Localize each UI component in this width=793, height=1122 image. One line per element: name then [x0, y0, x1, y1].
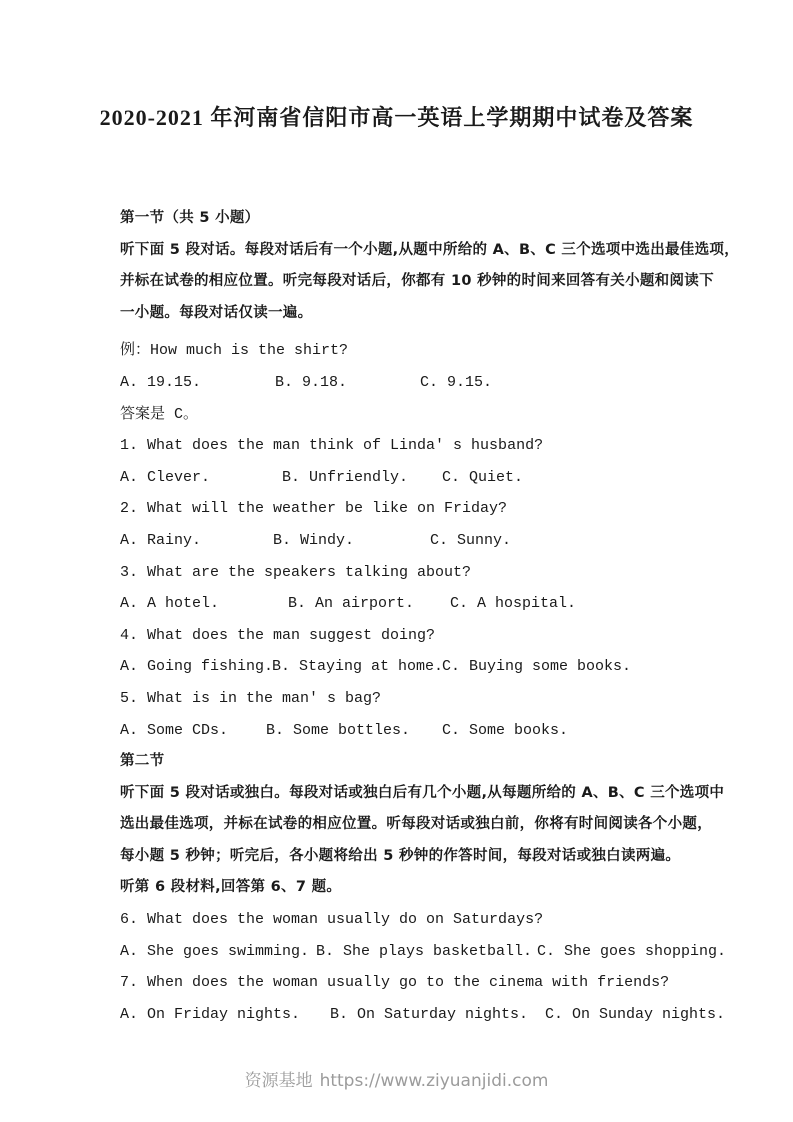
question-2-option-c: C. Sunny. — [430, 531, 512, 549]
question-6-option-b: B. She plays basketball. — [316, 942, 533, 960]
question-6-option-c: C. She goes shopping. — [537, 942, 727, 960]
example-option-c: C. 9.15. — [420, 373, 493, 391]
question-7-option-c: C. On Sunday nights. — [545, 1005, 726, 1023]
example-option-a: A. 19.15. — [120, 373, 202, 391]
question-3-option-b: B. An airport. — [288, 595, 415, 613]
question-4-option-a: A. Going fishing. — [120, 658, 274, 676]
question-2-prompt: 2. What will the weather be like on Friday? — [120, 500, 508, 518]
question-4-options-row — [120, 651, 680, 683]
example-option-b: B. 9.18. — [275, 373, 348, 391]
question-3-option-c: C. A hospital. — [450, 595, 577, 613]
question-6-prompt: 6. What does the woman usually do on Saturdays? — [120, 911, 544, 929]
question-1-options-row — [120, 462, 680, 494]
question-4-option-c: C. Buying some books. — [442, 658, 632, 676]
example-answer-note: 答案是 C。 — [120, 405, 199, 423]
section1-heading: 第一节（共 5 小题） — [120, 210, 260, 226]
page-title: 2020-2021 年河南省信阳市高一英语上学期期中试卷及答案 — [99, 105, 694, 130]
page-footer — [0, 1066, 793, 1091]
question-3-option-a: A. A hotel. — [120, 595, 220, 613]
section1-instruction-line: 并标在试卷的相应位置。听完每段对话后，你都有 10 秒钟的时间来回答有关小题和阅读下 — [120, 273, 714, 290]
footer-site-label: 资源基地 — [244, 1071, 313, 1091]
question-2-options-row — [120, 525, 680, 557]
section1-instruction-line: 听下面 5 段对话。每段对话后有一个小题,从题中所给的 A、B、C 三个选项中选出最佳选项， — [120, 241, 740, 258]
question-4-option-b: B. Staying at home. — [272, 658, 444, 676]
exam-body — [120, 203, 740, 1030]
question-1-option-b: B. Unfriendly. — [282, 468, 409, 486]
question-6-option-a: A. She goes swimming. — [120, 942, 310, 960]
question-5-option-c: C. Some books. — [442, 721, 569, 739]
section2-material-note: 听第 6 段材料,回答第 6、7 题。 — [120, 879, 342, 896]
question-1-option-a: A. Clever. — [120, 468, 211, 486]
question-1-prompt: 1. What does the man think of Linda' s husband? — [120, 437, 544, 455]
question-5-option-a: A. Some CDs. — [120, 721, 229, 739]
question-2-option-a: A. Rainy. — [120, 531, 202, 549]
question-5-options-row — [120, 715, 680, 747]
section2-instruction-line: 每小题 5 秒钟；听完后，各小题将给出 5 秒钟的作答时间，每段对话或独白读两遍。 — [120, 847, 681, 864]
question-5-prompt: 5. What is in the man' s bag? — [120, 689, 382, 707]
example-prompt: 例：How much is the shirt? — [120, 342, 349, 360]
section2-instruction-line: 选出最佳选项，并标在试卷的相应位置。听每段对话或独白前，你将有时间阅读各个小题， — [120, 816, 712, 833]
question-7-options-row — [120, 999, 726, 1031]
question-3-options-row — [120, 588, 680, 620]
section2-heading: 第二节 — [120, 753, 165, 770]
footer-url[interactable]: https://www.ziyuanjidi.com — [319, 1071, 549, 1091]
section1-instruction-line: 一小题。每段对话仅读一遍。 — [120, 304, 313, 321]
question-3-prompt: 3. What are the speakers talking about? — [120, 563, 472, 581]
question-4-prompt: 4. What does the man suggest doing? — [120, 626, 436, 644]
example-options-row — [120, 367, 680, 399]
question-7-option-b: B. On Saturday nights. — [330, 1005, 529, 1023]
question-5-option-b: B. Some bottles. — [266, 721, 411, 739]
section2-instruction-line: 听下面 5 段对话或独白。每段对话或独白后有几个小题,从每题所给的 A、B、C 三个选项中 — [120, 784, 725, 801]
question-2-option-b: B. Windy. — [273, 531, 355, 549]
question-7-option-a: A. On Friday nights. — [120, 1005, 301, 1023]
question-1-option-c: C. Quiet. — [442, 468, 524, 486]
question-6-options-row — [120, 936, 727, 968]
question-7-prompt: 7. When does the woman usually go to the cinema with friends? — [120, 974, 670, 992]
